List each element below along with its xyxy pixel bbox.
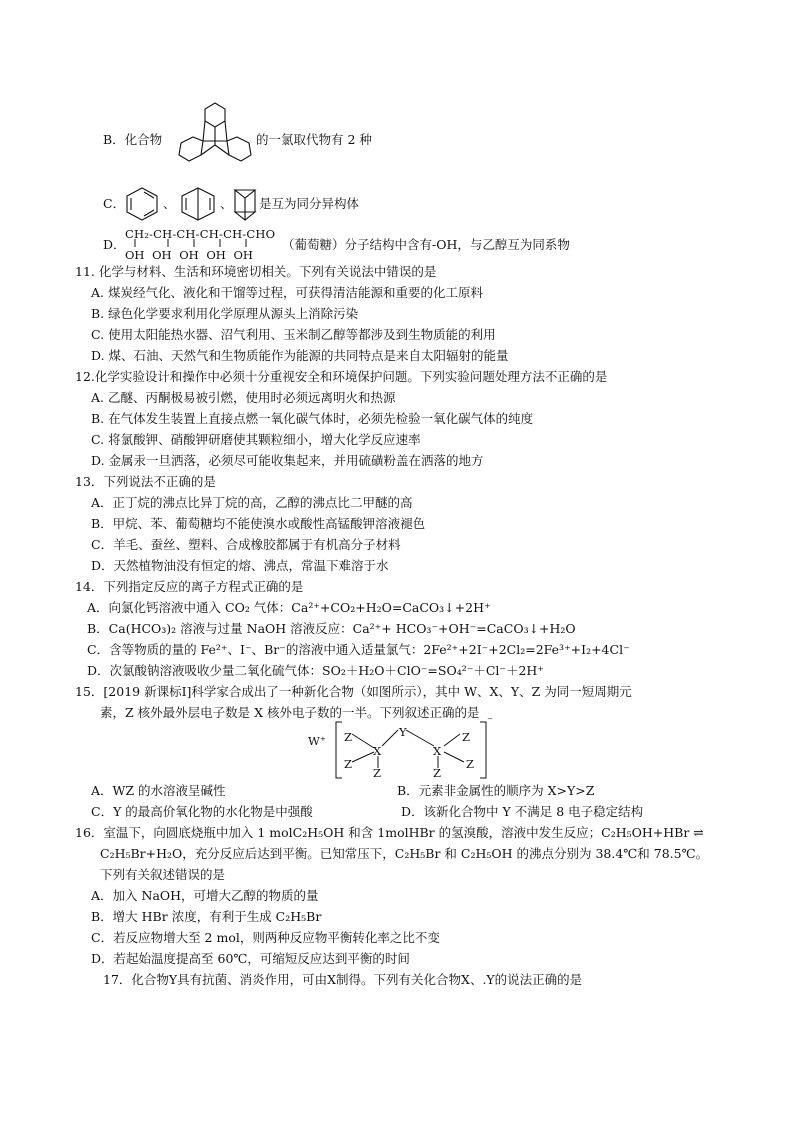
q13-stem: 13．下列说法不正确的是	[75, 474, 216, 489]
q12-option-c: C. 将氯酸钾、硝酸钾研磨使其颗粒细小，增大化学反应速率	[91, 432, 421, 447]
q16-stem-line2: C₂H₅Br+H₂O，充分反应后达到平衡。已知常压下，C₂H₅Br 和 C₂H₅OH 的沸点分别为 38.4℃和 78.5℃。	[100, 846, 709, 861]
q15-stem-line1: 15．[2019 新课标Ⅰ]科学家合成出了一种新化合物（如图所示），其中 W、X、Y、Z 为同一短周期元	[75, 684, 632, 699]
q10-option-c-sep1: 、	[163, 196, 176, 211]
y-atom: Y	[399, 725, 407, 739]
q10-option-c-sep2: 、	[220, 196, 233, 211]
q15-option-d: D．该新化合物中 Y 不满足 8 电子稳定结构	[401, 804, 644, 819]
x-atom-left: X	[373, 744, 382, 758]
q15-option-b: B．元素非金属性的顺序为 X>Y>Z	[397, 783, 595, 798]
q12-option-a: A. 乙醚、丙酮极易被引燃，使用时必须远离明火和热源	[91, 390, 396, 405]
q12-option-d: D. 金属汞一旦洒落，必须尽可能收集起来，并用硫磺粉盖在洒落的地方	[91, 453, 484, 468]
q11-option-b: B. 绿色化学要求利用化学原理从源头上消除污染	[91, 306, 359, 321]
q10-option-c-suffix: 是互为同分异构体	[259, 196, 360, 211]
q14-option-c: C．含等物质的量的 Fe²⁺、I⁻、Br⁻的溶液中通入适量氯气：2Fe²⁺+2I⁻+2Cl₂=2Fe³⁺+I₂+4Cl⁻	[87, 642, 630, 657]
q10-option-c-prefix: C．	[103, 196, 126, 211]
q15-option-a: A．WZ 的水溶液呈碱性	[91, 783, 226, 798]
q11-stem: 11. 化学与材料、生活和环境密切相关。下列有关说法中错误的是	[75, 264, 437, 279]
q17-stem: 17．化合物Y具有抗菌、消炎作用，可由X制得。下列有关化合物X、.Y的说法正确的是	[103, 972, 583, 987]
q16-option-d: D．若起始温度提高至 60℃，可缩短反应达到平衡的时间	[91, 951, 410, 966]
q10-option-b-prefix: B．化合物	[103, 132, 163, 147]
q14-stem: 14．下列指定反应的离子方程式正确的是	[75, 579, 304, 594]
anion-charge-label: ⁻	[487, 714, 494, 728]
q11-option-d: D. 煤、石油、天然气和生物质能作为能源的共同特点是来自太阳辐射的能量	[91, 348, 509, 363]
q14-option-a: A．向氯化钙溶液中通入 CO₂ 气体：Ca²⁺+CO₂+H₂O=CaCO₃↓+2H⁺	[87, 600, 491, 615]
z-atom-top-right: Z	[462, 730, 470, 744]
glucose-formula-top: CH₂-CH-CH-CH-CH-CHO	[125, 227, 276, 241]
q10-option-d-prefix: D．	[103, 237, 126, 252]
glucose-formula-bottom: OH OH OH OH OH	[125, 248, 253, 262]
q12-option-b: B. 在气体发生装置上直接点燃一氧化碳气体时，必须先检验一氧化碳气体的纯度	[91, 411, 534, 426]
q15-stem-line2: 素，Z 核外最外层电子数是 X 核外电子数的一半。下列叙述正确的是	[100, 705, 480, 720]
prismane-structure-image	[232, 186, 258, 222]
q10-option-d-suffix: （葡萄糖）分子结构中含有-OH，与乙醇互为同系物	[282, 237, 570, 252]
q16-stem-line1: 16．室温下，向圆底烧瓶中加入 1 molC₂H₅OH 和含 1molHBr 的氢溴酸，溶液中发生反应；C₂H₅OH+HBr ⇌	[75, 825, 704, 840]
z-atom-bottom-left: Z	[344, 757, 352, 771]
q16-stem-line3: 下列有关叙述错误的是	[100, 867, 226, 882]
triptycene-structure-image	[165, 97, 255, 177]
w-cation-label: W⁺	[308, 734, 326, 748]
benzene-structure-image	[122, 186, 162, 222]
q15-option-c: C．Y 的最高价氧化物的水化物是中强酸	[91, 804, 313, 819]
q14-option-b: B．Ca(HCO₃)₂ 溶液与过量 NaOH 溶液反应：Ca²⁺+ HCO₃⁻+OH⁻=CaCO₃↓+H₂O	[87, 621, 576, 636]
q16-option-b: B．增大 HBr 浓度，有利于生成 C₂H₅Br	[91, 909, 322, 924]
x-atom-right: X	[433, 744, 442, 758]
z-atom-top-left: Z	[344, 730, 352, 744]
q11-option-c: C. 使用太阳能热水器、沼气利用、玉米制乙醇等都涉及到生物质能的利用	[91, 327, 496, 342]
bracket-and-bonds-image	[330, 720, 500, 780]
q13-option-d: D．天然植物油没有恒定的熔、沸点，常温下难溶于水	[91, 558, 389, 573]
q11-option-a: A. 煤炭经气化、液化和干馏等过程，可获得清洁能源和重要的化工原料	[91, 285, 483, 300]
q16-option-a: A．加入 NaOH，可增大乙醇的物质的量	[91, 888, 319, 903]
z-atom-bottom-right: Z	[466, 757, 474, 771]
z-atom-below-left: Z	[373, 766, 381, 780]
q12-stem: 12.化学实验设计和操作中必须十分重视安全和环境保护问题。下列实验问题处理方法不正确的是	[75, 369, 608, 384]
q13-option-c: C．羊毛、蚕丝、塑料、合成橡胶都属于有机高分子材料	[91, 537, 401, 552]
q13-option-a: A．正丁烷的沸点比异丁烷的高，乙醇的沸点比二甲醚的高	[91, 495, 413, 510]
q14-option-d: D．次氯酸钠溶液吸收少量二氧化硫气体：SO₂＋H₂O＋ClO⁻=SO₄²⁻＋Cl⁻＋2H⁺	[87, 663, 544, 678]
q13-option-b: B．甲烷、苯、葡萄糖均不能使溴水或酸性高锰酸钾溶液褪色	[91, 516, 426, 531]
q10-option-b-suffix: 的一氯取代物有 2 种	[256, 132, 372, 147]
q16-option-c: C．若反应物增大至 2 mol，则两种反应物平衡转化率之比不变	[91, 930, 440, 945]
z-atom-below-right: Z	[433, 766, 441, 780]
dewar-benzene-structure-image	[176, 186, 220, 222]
